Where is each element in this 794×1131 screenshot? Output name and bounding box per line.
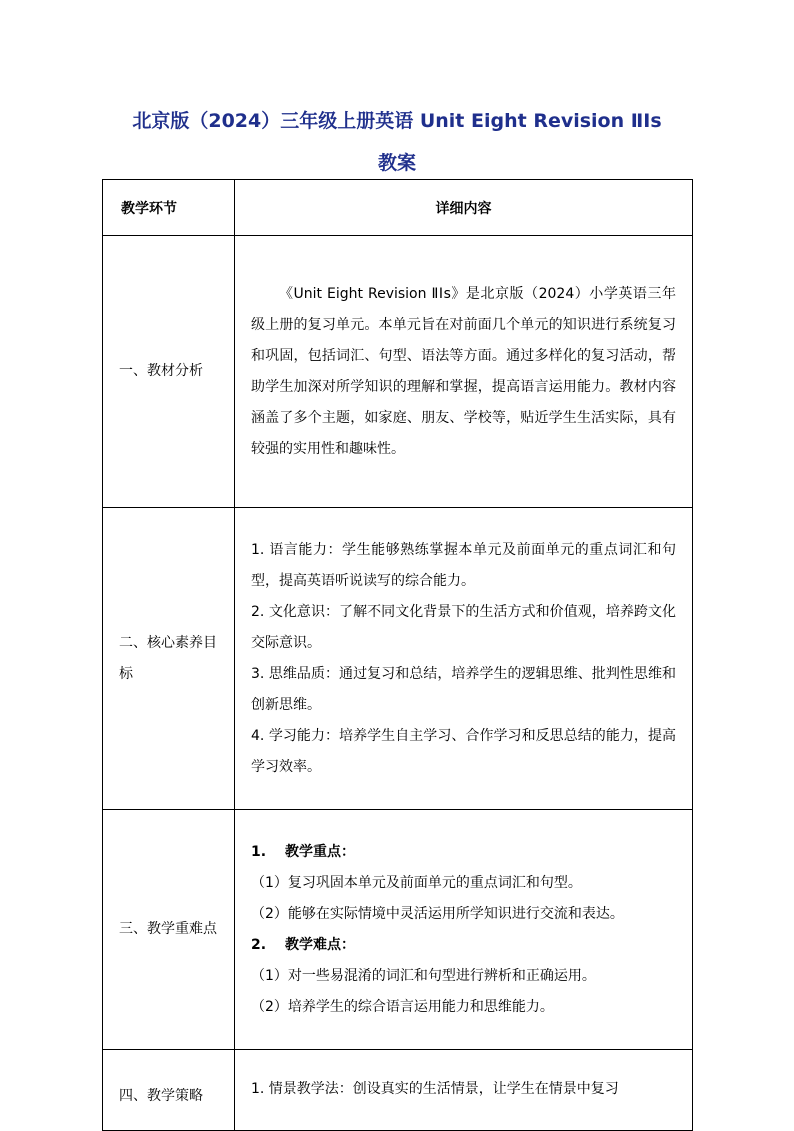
- difficult-points-heading: [251, 930, 676, 961]
- key-points-heading: [251, 837, 676, 868]
- objective-item: 3. 思维品质：通过复习和总结，培养学生的逻辑思维、批判性思维和创新思维。: [251, 665, 676, 713]
- title-line-1: 北京版（2024）三年级上册英语 Unit Eight Revision ⅡⅠs: [132, 110, 662, 132]
- header-teaching-stage: 教学环节: [103, 180, 235, 236]
- difficult-points-title: 教学难点：: [285, 936, 355, 953]
- section-content-textbook-analysis: [235, 236, 693, 508]
- objective-item: 1. 语言能力：学生能够熟练掌握本单元及前面单元的重点词汇和句型，提高英语听说读写的综合能力。: [251, 541, 676, 589]
- section-label-core-literacy: 二、核心素养目标: [103, 508, 235, 810]
- key-point-item: （2）能够在实际情境中灵活运用所学知识进行交流和表达。: [251, 905, 624, 922]
- section-content-core-literacy: [235, 508, 693, 810]
- textbook-analysis-paragraph: 《Unit Eight Revision ⅡⅠs》是北京版（2024）小学英语三年级上册的复习单元。本单元旨在对前面几个单元的知识进行系统复习和巩固，包括词汇、句型、语法等方面。通过多样化的复习活动，帮助学生加深对所学知识的理解和掌握，提高语言运用能力。教材内容涵盖了多个主题，如家庭、朋友、学校等，贴近学生生活实际，具有较强的实用性和趣味性。: [251, 285, 676, 457]
- lesson-plan-table: [102, 179, 693, 1131]
- strategy-item: 1. 情景教学法：创设真实的生活情景，让学生在情景中复习: [251, 1080, 619, 1097]
- difficult-points-number: 2.: [251, 936, 267, 953]
- difficult-point-item: （1）对一些易混淆的词汇和句型进行辨析和正确运用。: [251, 967, 596, 984]
- objective-item: 2. 文化意识：了解不同文化背景下的生活方式和价值观，培养跨文化交际意识。: [251, 603, 676, 651]
- table-row: [103, 810, 693, 1050]
- section-label-key-difficult-points: 三、教学重难点: [103, 810, 235, 1050]
- section-label-textbook-analysis: 一、教材分析: [103, 236, 235, 508]
- objective-item: 4. 学习能力：培养学生自主学习、合作学习和反思总结的能力，提高学习效率。: [251, 727, 676, 775]
- header-detail-content: 详细内容: [235, 180, 693, 236]
- key-points-number: 1.: [251, 843, 267, 860]
- document-title: [102, 100, 692, 184]
- difficult-point-item: （2）培养学生的综合语言运用能力和思维能力。: [251, 998, 554, 1015]
- key-point-item: （1）复习巩固本单元及前面单元的重点词汇和句型。: [251, 874, 582, 891]
- title-line-2: 教案: [377, 152, 416, 174]
- table-row: [103, 508, 693, 810]
- table-row: [103, 236, 693, 508]
- key-points-title: 教学重点：: [285, 843, 355, 860]
- section-content-key-difficult-points: [235, 810, 693, 1050]
- section-label-teaching-strategy: 四、教学策略: [103, 1050, 235, 1131]
- section-content-teaching-strategy: [235, 1050, 693, 1131]
- table-header-row: [103, 180, 693, 236]
- table-row: [103, 1050, 693, 1131]
